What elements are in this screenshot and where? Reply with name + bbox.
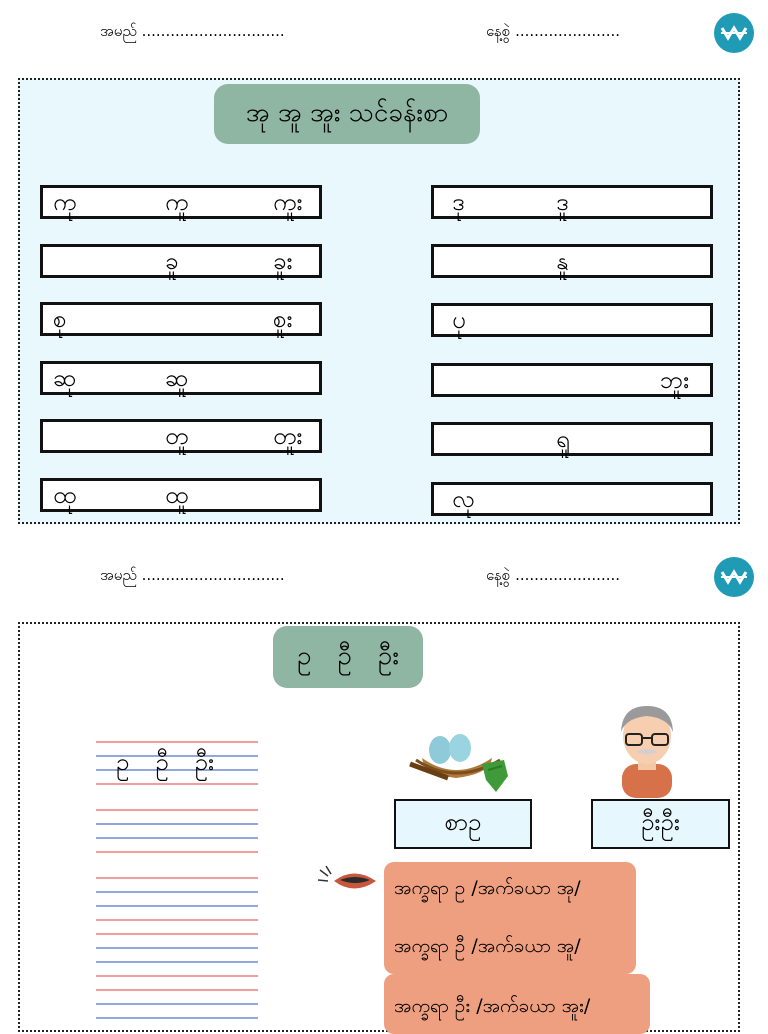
- cell: ကူ: [165, 188, 189, 216]
- lesson-title: အု အူ အူး သင်ခန်းစာ: [214, 84, 480, 144]
- table-row: [431, 185, 713, 219]
- table-row: [40, 478, 322, 512]
- cell: ဘူး: [660, 366, 690, 394]
- cell: ထူ: [165, 481, 189, 509]
- cell: ခူ: [165, 247, 179, 275]
- pronunciation-line: အက္ခရာ ဦ /အက်ခယာ အူ/: [394, 935, 581, 957]
- table-row: [431, 363, 713, 397]
- table-row: [431, 482, 713, 516]
- table-row: [431, 303, 713, 337]
- cell: ခူး: [273, 247, 293, 275]
- bird-nest-icon: [408, 730, 512, 798]
- cell: စု: [53, 305, 67, 333]
- letter-title: [273, 626, 423, 688]
- cell: ဆု: [53, 364, 77, 392]
- practice-letter: ဦး: [194, 748, 215, 776]
- table-row: [431, 244, 713, 278]
- cell: စူး: [273, 305, 293, 333]
- cell: ဆူ: [165, 364, 189, 392]
- table-row: [40, 419, 322, 453]
- cell: ရူ: [556, 425, 570, 453]
- logo-icon: [714, 557, 754, 597]
- mouth-icon: [316, 864, 378, 898]
- cell: တူး: [273, 422, 303, 450]
- word-box-grandfather: ဦးဦး: [591, 799, 730, 849]
- cell: တူ: [165, 422, 189, 450]
- practice-letter: ဦ: [155, 748, 169, 776]
- table-row: [40, 244, 322, 278]
- practice-letters: [116, 746, 214, 782]
- cell: ဒူ: [556, 188, 569, 216]
- title-letter: ဦး: [377, 640, 399, 671]
- grandfather-icon: [608, 702, 686, 798]
- table-row: [40, 361, 322, 395]
- logo-icon: [714, 13, 754, 53]
- date-label: နေ့စွဲ ......................: [486, 22, 621, 40]
- name-label-2: အမည် ..............................: [100, 566, 285, 584]
- name-label: အမည် ..............................: [100, 22, 285, 40]
- pronunciation-line: အက္ခရာ ဥ /အက်ခယာ အု/: [394, 877, 581, 899]
- cell: လု: [452, 485, 475, 513]
- pronunciation-line: အက္ခရာ ဦး /အက်ခယာ အူး/: [394, 995, 591, 1017]
- practice-letter: ဥ: [116, 748, 130, 776]
- table-row: [40, 185, 322, 219]
- lesson-panel: [18, 78, 740, 524]
- table-row: [40, 302, 322, 336]
- cell: ကူး: [273, 188, 303, 216]
- cell: ကု: [53, 188, 77, 216]
- table-row: [431, 422, 713, 456]
- cell: ထု: [53, 481, 77, 509]
- pronunciation-lines: [384, 862, 654, 1032]
- date-label-2: နေ့စွဲ ......................: [486, 566, 621, 584]
- title-letter: ဥ: [297, 640, 312, 671]
- cell: ဒု: [452, 188, 465, 216]
- cell: နူ: [556, 247, 569, 275]
- title-letter: ဦ: [337, 640, 352, 671]
- word-box-nest: စာဥ: [394, 799, 532, 849]
- cell: ပု: [452, 306, 466, 334]
